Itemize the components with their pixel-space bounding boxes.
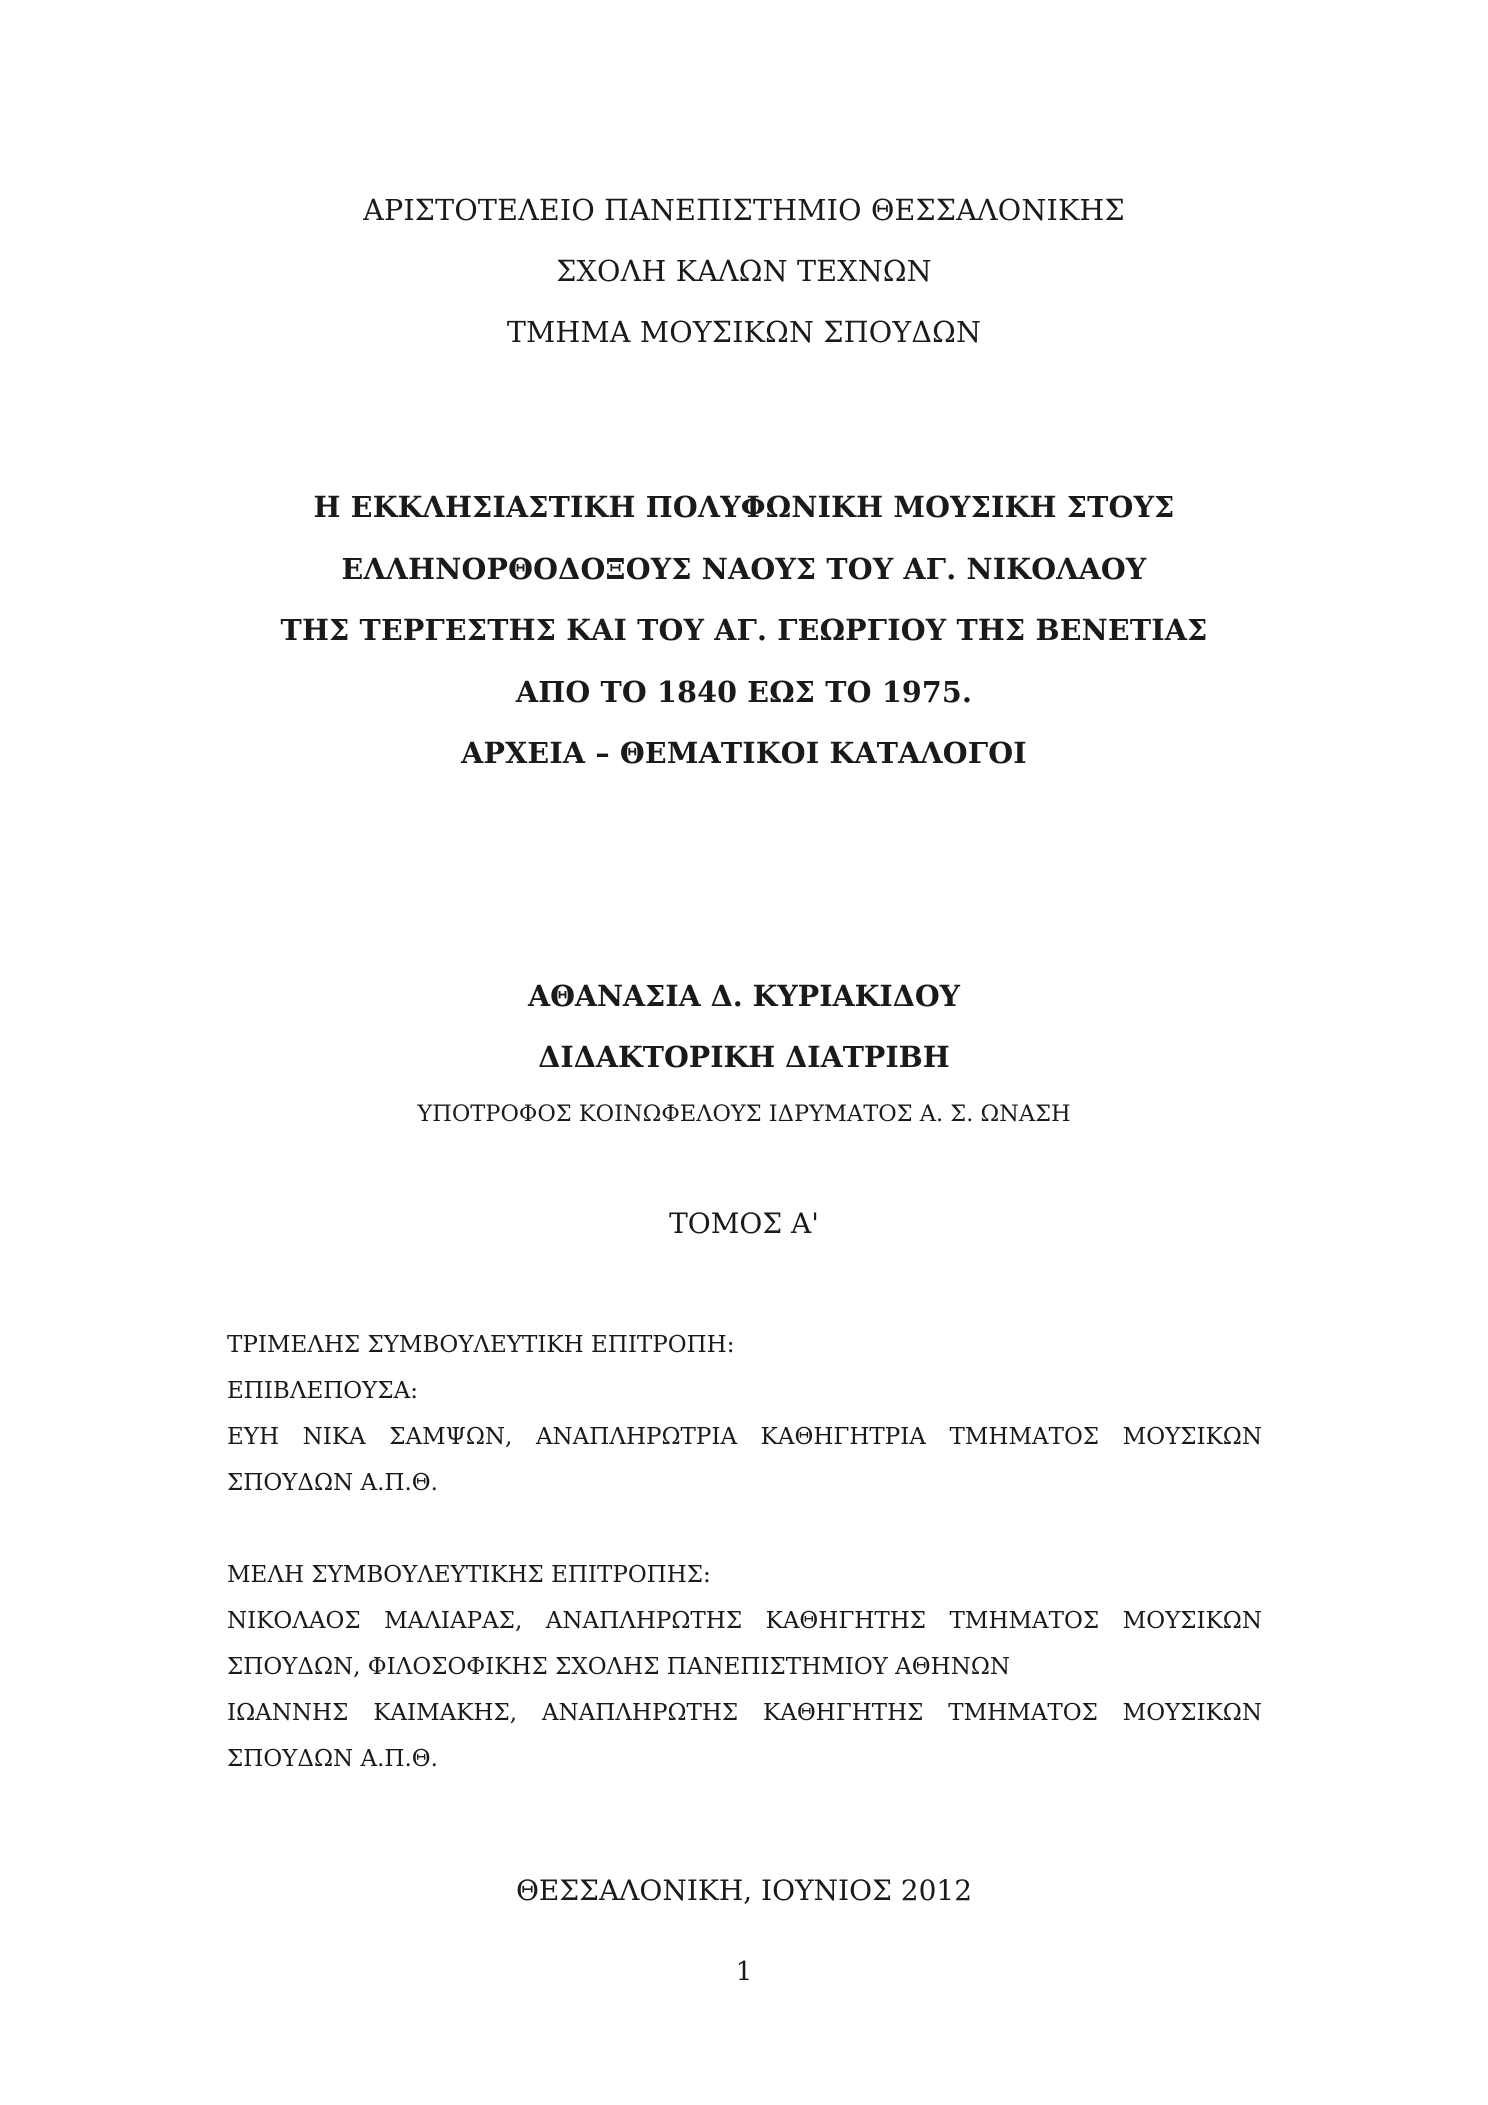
school-name: ΣΧΟΛΗ ΚΑΛΩΝ ΤΕΧΝΩΝ	[556, 255, 932, 288]
member-details: ΝΙΚΟΛΑΟΣ ΜΑΛΙΑΡΑΣ, ΑΝΑΠΛΗΡΩΤΗΣ ΚΑΘΗΓΗΤΗΣ ΤΜΗΜΑΤΟΣ ΜΟΥΣΙΚΩΝ	[227, 1608, 1262, 1634]
place-date-text: ΘΕΣΣΑΛΟΝΙΚΗ, ΙΟΥΝΙΟΣ 2012	[515, 1874, 973, 1907]
scholarship-text: ΥΠΟΤΡΟΦΟΣ ΚΟΙΝΩΦΕΛΟΥΣ ΙΔΡΥΜΑΤΟΣ Α. Σ. ΩΝΑΣΗ	[417, 1101, 1071, 1127]
thesis-title	[0, 477, 1488, 785]
title-line: ΑΠΟ ΤΟ 1840 ΕΩΣ ΤΟ 1975.	[515, 674, 973, 709]
title-line: Η ΕΚΚΛΗΣΙΑΣΤΙΚΗ ΠΟΛΥΦΩΝΙΚΗ ΜΟΥΣΙΚΗ ΣΤΟΥΣ	[313, 490, 1175, 524]
supervisor-details: ΕΥΗ ΝΙΚΑ ΣΑΜΨΩΝ, ΑΝΑΠΛΗΡΩΤΡΙΑ ΚΑΘΗΓΗΤΡΙΑ ΤΜΗΜΑΤΟΣ ΜΟΥΣΙΚΩΝ	[227, 1424, 1262, 1450]
volume-label	[0, 1204, 1488, 1244]
title-line: ΕΛΛΗΝΟΡΘΟΔΟΞΟΥΣ ΝΑΟΥΣ ΤΟΥ ΑΓ. ΝΙΚΟΛΑΟΥ	[341, 551, 1147, 586]
page-number-text: 1	[735, 1957, 753, 1987]
institution-header	[0, 180, 1488, 363]
members-label: ΜΕΛΗ ΣΥΜΒΟΥΛΕΥΤΙΚΗΣ ΕΠΙΤΡΟΠΗΣ:	[227, 1562, 711, 1588]
committee-members-block	[227, 1552, 1262, 1782]
thesis-type: ΔΙΔΑΚΤΟΡΙΚΗ ΔΙΑΤΡΙΒΗ	[538, 1040, 950, 1074]
volume-text: ΤΟΜΟΣ Α'	[669, 1207, 819, 1240]
page-number	[0, 1952, 1488, 1992]
committee-heading: ΤΡΙΜΕΛΗΣ ΣΥΜΒΟΥΛΕΥΤΙΚΗ ΕΠΙΤΡΟΠΗ:	[227, 1332, 735, 1358]
member-details: ΙΩΑΝΝΗΣ ΚΑΙΜΑΚΗΣ, ΑΝΑΠΛΗΡΩΤΗΣ ΚΑΘΗΓΗΤΗΣ ΤΜΗΜΑΤΟΣ ΜΟΥΣΙΚΩΝ	[227, 1700, 1262, 1726]
committee-supervisor-block	[227, 1322, 1262, 1506]
supervisor-details-cont: ΣΠΟΥΔΩΝ Α.Π.Θ.	[227, 1470, 438, 1496]
scholarship-note	[0, 1094, 1488, 1134]
department-name: ΤΜΗΜΑ ΜΟΥΣΙΚΩΝ ΣΠΟΥΔΩΝ	[506, 316, 982, 349]
title-line: ΤΗΣ ΤΕΡΓΕΣΤΗΣ ΚΑΙ ΤΟΥ ΑΓ. ΓΕΩΡΓΙΟΥ ΤΗΣ ΒΕΝΕΤΙΑΣ	[280, 613, 1208, 647]
place-and-date	[0, 1871, 1488, 1911]
title-line: ΑΡΧΕΙΑ – ΘΕΜΑΤΙΚΟΙ ΚΑΤΑΛΟΓΟΙ	[461, 736, 1027, 770]
author-name: ΑΘΑΝΑΣΙΑ Δ. ΚΥΡΙΑΚΙΔΟΥ	[527, 979, 961, 1013]
member-details-cont: ΣΠΟΥΔΩΝ Α.Π.Θ.	[227, 1746, 438, 1772]
member-details-cont: ΣΠΟΥΔΩΝ, ΦΙΛΟΣΟΦΙΚΗΣ ΣΧΟΛΗΣ ΠΑΝΕΠΙΣΤΗΜΙΟΥ ΑΘΗΝΩΝ	[227, 1654, 1011, 1680]
university-name: ΑΡΙΣΤΟΤΕΛΕΙΟ ΠΑΝΕΠΙΣΤΗΜΙΟ ΘΕΣΣΑΛΟΝΙΚΗΣ	[363, 194, 1125, 227]
author-block	[0, 966, 1488, 1088]
supervisor-label: ΕΠΙΒΛΕΠΟΥΣΑ:	[227, 1378, 418, 1404]
